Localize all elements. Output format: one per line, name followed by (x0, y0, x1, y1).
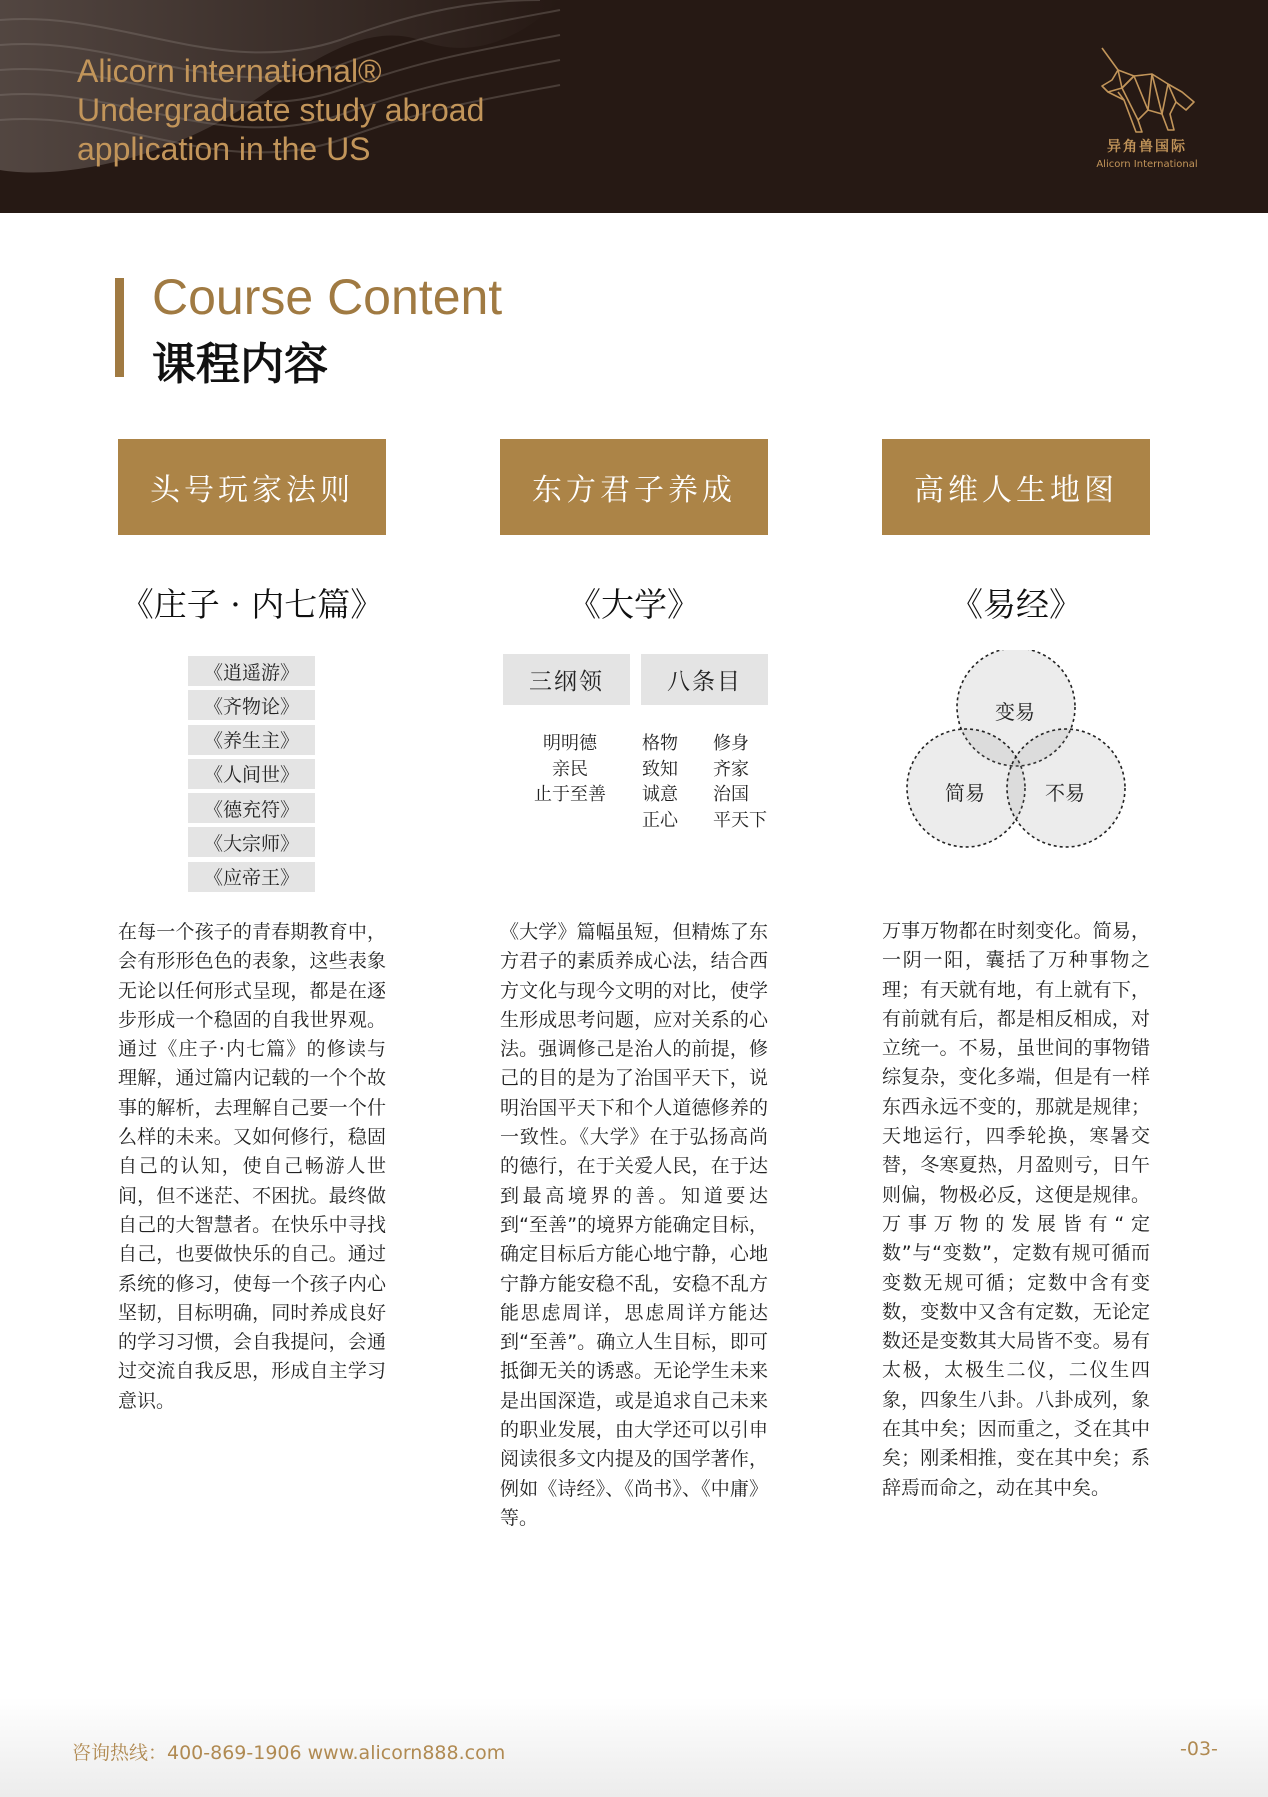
banner-title-line: application in the US (77, 131, 371, 167)
tag-ba-tiao-mu: 八条目 (641, 654, 768, 705)
column-heading: 头号玩家法则 (118, 439, 386, 535)
column-description: 万事万物都在时刻变化。简易，一阴一阳，囊括了万种事物之理；有天就有地，有上就有下，有前就有后，都是相反相成，对立统一。不易，虽世间的事物错综复杂，变化多端，但是有一样东西永远不变的，那就是规律；天地运行，四季轮换，寒暑交替，冬寒夏热，月盈则亏，日午则偏，物极必反，这便是规律。万事万物的发展皆有“定数”与“变数”，定数有规可循而变数无规可循；定数中含有变数，变数中又含有定数，无论定数还是变数其大局皆不变。易有太极，太极生二仪，二仪生四象，四象生八卦。八卦成列，象在其中矣；因而重之，爻在其中矣；刚柔相推，变在其中矣；系辞焉而命之，动在其中矣。 (882, 920, 1150, 1499)
course-column-yijing (882, 439, 1150, 1499)
book-title: 《庄子 · 内七篇》 (120, 585, 384, 624)
tag-san-gang-ling: 三纲领 (503, 654, 630, 705)
section-title-en: Course Content (152, 269, 503, 325)
column-heading: 高维人生地图 (882, 439, 1150, 535)
chapter-item: 《大宗师》 (188, 827, 315, 857)
venn-diagram (882, 650, 1150, 854)
list-item: 诚意 (642, 784, 678, 805)
chapter-item: 《养生主》 (188, 725, 315, 755)
list-item: 致知 (642, 758, 678, 780)
ba-tiao-mu-list-a (642, 731, 698, 833)
unicorn-icon (1082, 40, 1212, 135)
column-description: 在每一个孩子的青春期教育中，会有形形色色的表象，这些表象无论以任何形式呈现，都是在逐步形成一个稳固的自我世界观。通过《庄子·内七篇》的修读与理解，通过篇内记载的一个个故事的解析，去理解自己要一个什么样的未来。又如何修行，稳固自己的认知，使自己畅游人世间，但不迷茫、不困扰。最终做自己的大智慧者。在快乐中寻找自己，也要做快乐的自己。通过系统的修习，使每一个孩子内心坚韧，目标明确，同时养成良好的学习习惯，会自我提问，会通过交流自我反思，形成自主学习意识。 (118, 921, 386, 1412)
column-description: 《大学》篇幅虽短，但精炼了东方君子的素质养成心法，结合西方文化与现今文明的对比，使学生形成思考问题，应对关系的心法。强调修己是治人的前提，修己的目的是为了治国平天下，说明治国平天下和个人道德修养的一致性。《大学》在于弘扬高尚的德行，在于关爱人民，在于达到最高境界的善。知道要达到“至善”的境界方能确定目标，确定目标后方能心地宁静，心地宁静方能安稳不乱，安稳不乱方能思虑周详，思虑周详方能达到“至善”。确立人生目标，即可抵御无关的诱惑。无论学生未来是出国深造，或是追求自己未来的职业发展，由大学还可以引申阅读很多文内提及的国学著作，例如《诗经》、《尚书》、《中庸》等。 (500, 921, 768, 1529)
chapter-item: 《逍遥游》 (188, 656, 315, 686)
section-title-cn: 课程内容 (152, 339, 328, 390)
list-item: 止于至善 (534, 784, 606, 805)
san-gang-ling-list (520, 731, 620, 808)
logo-chinese-name: 异角兽国际 (1107, 139, 1187, 155)
venn-circles (882, 650, 1150, 850)
list-item: 平天下 (713, 809, 767, 831)
chapter-item: 《齐物论》 (188, 690, 315, 720)
list-item: 正心 (642, 809, 678, 831)
footer-contact: 咨询热线：400-869-1906 www.alicorn888.com (72, 1742, 506, 1764)
list-item: 修身 (713, 733, 749, 754)
category-tags (503, 654, 768, 705)
alicorn-logo (1082, 40, 1212, 175)
venn-label-bianyi: 变易 (995, 700, 1035, 724)
book-title: 《大学》 (568, 585, 700, 624)
ba-tiao-mu-list-b (713, 731, 773, 833)
page-number: -03- (1180, 1738, 1218, 1760)
logo-english-name: Alicorn International (1096, 159, 1198, 170)
venn-label-buyi: 不易 (1045, 781, 1085, 805)
column-heading: 东方君子养成 (500, 439, 768, 535)
header-banner (0, 0, 1268, 213)
list-item: 治国 (713, 784, 749, 805)
banner-title-line: Undergraduate study abroad (77, 92, 485, 128)
course-column-zhuangzi (118, 439, 386, 1412)
list-item: 齐家 (713, 758, 749, 780)
chapter-item: 《人间世》 (188, 759, 315, 789)
list-item: 亲民 (552, 758, 588, 780)
heading-accent-bar (115, 278, 124, 377)
book-title: 《易经》 (950, 585, 1082, 624)
chapter-item: 《应帝王》 (188, 862, 315, 892)
banner-title (77, 52, 637, 169)
venn-label-jianyi: 简易 (945, 781, 985, 805)
list-item: 格物 (642, 733, 678, 754)
chapter-item: 《德充符》 (188, 793, 315, 823)
course-column-daxue (500, 439, 768, 1529)
banner-title-line: Alicorn international® (77, 53, 382, 89)
chapter-list (188, 656, 315, 896)
list-item: 明明德 (543, 733, 597, 754)
